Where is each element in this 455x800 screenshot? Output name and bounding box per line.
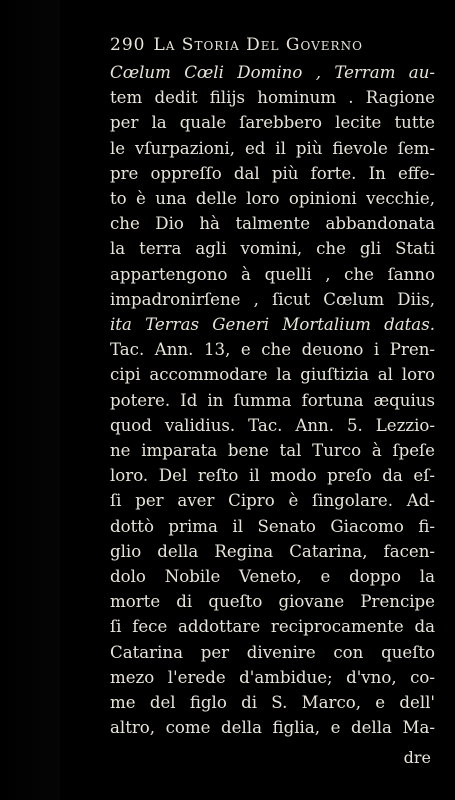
text-line: me del figlo di S. Marco, e dell' — [110, 693, 435, 713]
text-line: che Dio hà talmente abbandonata — [110, 214, 435, 234]
text-line: potere. Id in ſumma fortuna æquius — [110, 390, 435, 410]
text-line: altro, come della figlia, e della Ma- — [110, 718, 435, 738]
text-line: dottò prima il Senato Giacomo fi- — [110, 516, 435, 536]
text-block — [110, 30, 435, 770]
page-header — [110, 30, 435, 60]
text-line: glio della Regina Catarina, facen- — [110, 541, 435, 561]
text-line: ne imparata bene tal Turco à ſpeſe — [110, 441, 435, 461]
text-line: Cœlum Cœli Domino , Terram au- — [110, 63, 435, 82]
text-line: appartengono à quelli , che ſanno — [110, 264, 435, 284]
text-line: cipi accommodare la giuſtizia al loro — [110, 365, 435, 385]
page-number: 290 — [110, 35, 146, 55]
text-line: ita Terras Generi Mortalium datas. — [110, 315, 435, 335]
page-gutter-shadow — [0, 0, 60, 800]
text-line: la terra agli vomini, che gli Stati — [110, 239, 435, 259]
text-line: morte di queſto giovane Prencipe — [110, 592, 435, 612]
text-line: ſi fece addottare reciprocamente da — [110, 617, 435, 637]
text-line: le vſurpazioni, ed il più fievole ſem- — [110, 138, 435, 158]
text-line: dolo Nobile Veneto, e doppo la — [110, 567, 435, 587]
running-head: La Storia Del Governo — [153, 35, 363, 55]
text-line: mezo l'erede d'ambidue; d'vno, co- — [110, 667, 435, 687]
text-line: impadronirſene , ſicut Cœlum Diis, — [110, 289, 435, 309]
text-line: quod validius. Tac. Ann. 5. Lezzio- — [110, 415, 435, 435]
catchword: dre — [403, 748, 431, 768]
text-line: pre oppreſſo dal più forte. In effe- — [110, 163, 435, 183]
text-line: loro. Del reſto il modo preſo da eſ- — [110, 466, 435, 486]
text-line: tem dedit filijs hominum . Ragione — [110, 88, 435, 108]
text-line: per la quale ſarebbero lecite tutte — [110, 113, 435, 133]
body-text — [110, 60, 435, 740]
text-line: Catarina per divenire con queſto — [110, 642, 435, 662]
text-line: ſi per aver Cipro è ſingolare. Ad- — [110, 491, 435, 511]
text-line: to è una delle loro opinioni vecchie, — [110, 189, 435, 209]
text-line: Tac. Ann. 13, e che deuono i Pren- — [110, 340, 435, 360]
